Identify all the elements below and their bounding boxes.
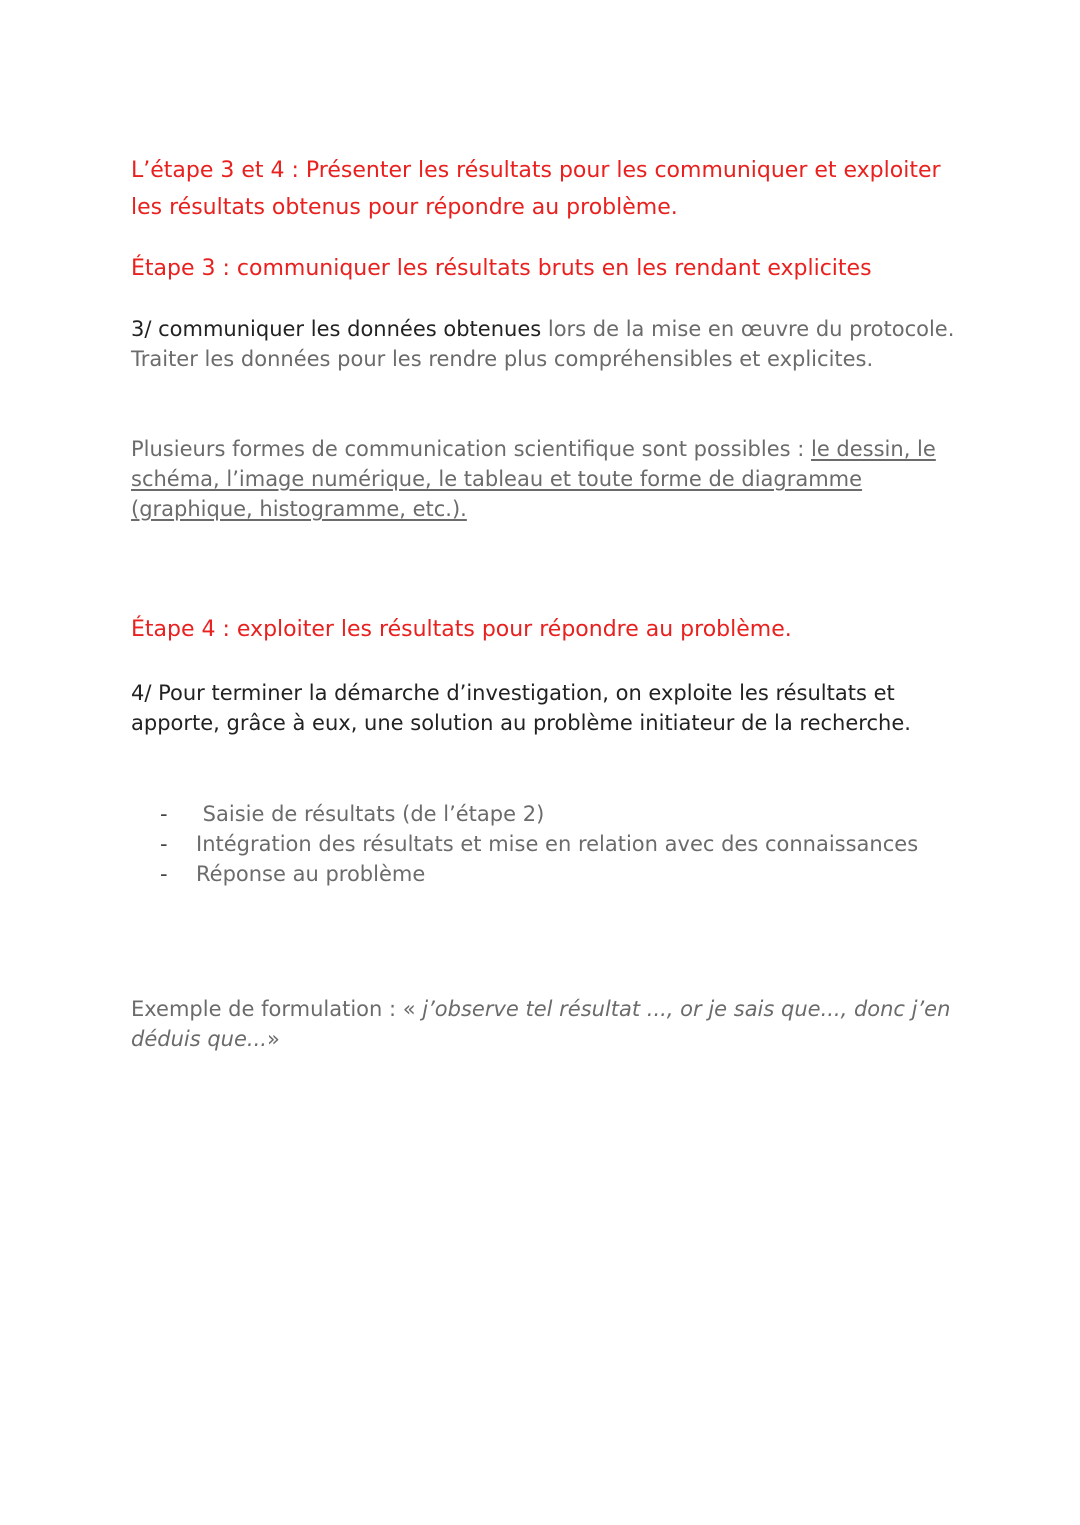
bullet-dash: - — [160, 862, 168, 886]
paragraph-communication-list: le dessin, le schéma, l’image numérique, le tableau et toute forme de diagramme (graphique, histogramme, etc.). — [131, 437, 936, 521]
list-item: - Saisie de résultats (de l’étape 2) — [160, 799, 920, 829]
heading-step-4: Étape 4 : exploiter les résultats pour répondre au problème. — [131, 617, 792, 642]
example-close: » — [266, 1027, 280, 1051]
paragraph-step-3-rest: lors de la mise en œuvre du protocole. Traiter les données pour les rendre plus compréhensibles et explicites. — [131, 317, 955, 371]
paragraph-communication-forms — [131, 434, 961, 524]
section-heading-steps-3-4: L’étape 3 et 4 : Présenter les résultats pour les communiquer et exploiter les résultats obtenus pour répondre au problème. — [131, 158, 941, 220]
bullet-dash: - — [160, 832, 168, 856]
paragraph-example-formulation — [131, 994, 961, 1054]
bullet-list — [160, 799, 920, 889]
paragraph-step-3-lead: 3/ communiquer les données obtenues — [131, 317, 542, 341]
paragraph-step-3 — [131, 314, 961, 374]
bullet-dash: - — [160, 802, 168, 826]
list-item: - Réponse au problème — [160, 859, 920, 889]
example-quote: j’observe tel résultat ..., or je sais que..., donc j’en déduis que... — [131, 997, 951, 1051]
list-item: - Intégration des résultats et mise en relation avec des connaissances — [160, 829, 920, 859]
example-intro: Exemple de formulation : « — [131, 997, 423, 1021]
paragraph-step-4: 4/ Pour terminer la démarche d’investigation, on exploite les résultats et apporte, grâce à eux, une solution au problème initiateur de la recherche. — [131, 681, 911, 735]
paragraph-communication-intro: Plusieurs formes de communication scientifique sont possibles : — [131, 437, 811, 461]
heading-step-3: Étape 3 : communiquer les résultats bruts en les rendant explicites — [131, 256, 872, 281]
